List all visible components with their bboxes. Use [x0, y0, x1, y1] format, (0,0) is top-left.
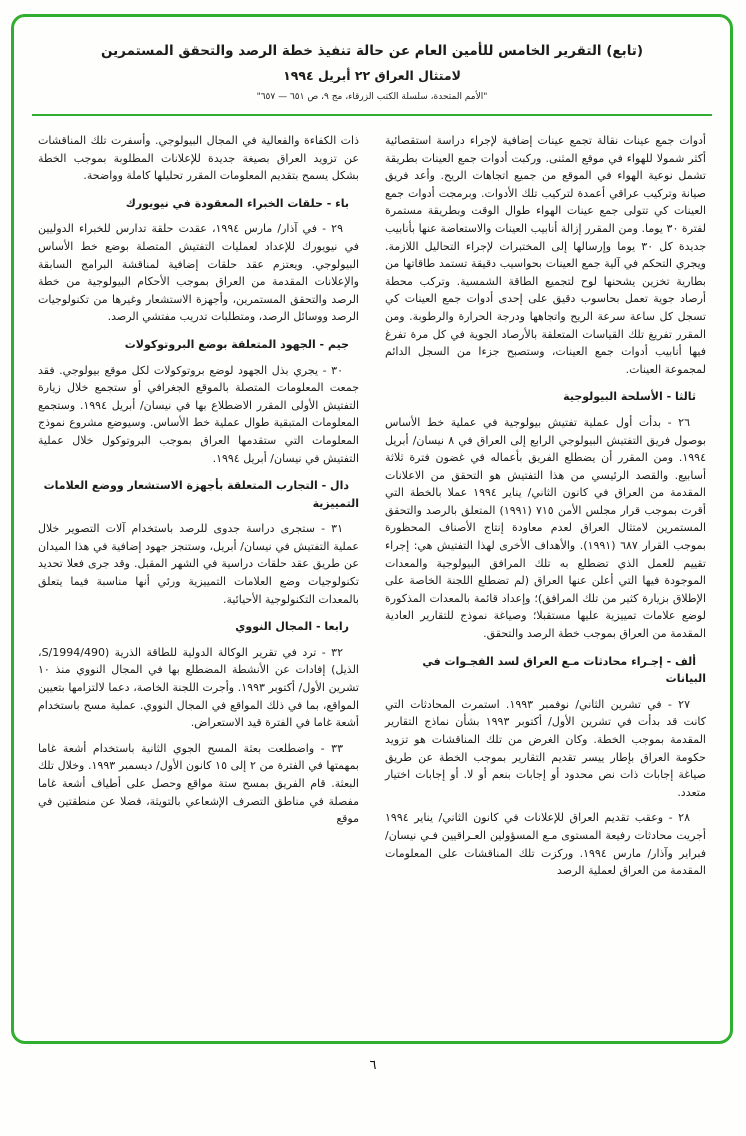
source-line: "الأمم المتحدة، سلسلة الكتب الزرقاء، مج ٩، ص ٦٥١ — ٦٥٧" — [256, 92, 488, 102]
body-paragraph: ٢٦ - بدأت أول عملية تفتيش بيولوجية في عملية خط الأساس بوصول فريق التفتيش البيولوجي الرابع إلى العراق في ٨ نيسان/ أبريل ١٩٩٤. ومن المقرر أن يضطلع الفريق بأعماله في غضون فترة ثلاثة أسابيع. والقصد الرئيسي من هذا التفتيش هو التحقق من الاعلانات المقدمة من العراق في كانون الثاني/ يناير ١٩٩٤ عملا بالخطة التي أقرت بموجب قرار مجلس الأمن ٧١٥ (١٩٩١) المتعلق بالرصد والتحقق المستمرين لامتثال العراق لعدم معاودة إنتاج الأصناف المحظورة بموجب القرار ٦٨٧ (١٩٩١). والأهداف الأخرى لهذا التفتيش هي: إجراء تقييم للعمل الذي تضطلع به تلك المرافق البيولوجية والمعدات الموجودة فيها التي أعلن عنها العراق (لم تضطلع اللجنة الخاصة على الإطلاق بزيارة كثير من تلك المرافق)؛ وإعداد قائمة بالمعدات المذكورة لوضع علامات تمييزية عليها مستقبلا؛ وصياغة نموذج للتقارير العادية المقدمة من العراق بموجب خطة الرصد والتحقق. — [385, 415, 707, 641]
body-paragraph: أدوات جمع عينات نقالة تجمع عينات إضافية لإجراء دراسة استقصائية أكثر شمولا للهواء في موقع المثنى. وركبت أدوات جمع العينات بطريقة تشمل نوعية الهواء في الموقع من جميع اتجاهات الريح. وأعد فريق صيانة وتركيب عراقي أعمدة لتركيب تلك الأدوات. وبرمجت أدوات جمع العينات كي تتولى جمع عينات الهواء طوال الوقت وبطريقة مستمرة لفترة ٣٠ يوما. ومن المقرر إزالة أنابيب العينات والاستعاضة عنها بأنابيب جديدة كل ٣٠ يوما وإرسالها إلى المختبرات لإجراء التحاليل اللازمة. ويجري التحكم في آلية جمع العينات بحواسيب دقيقة تستمد طاقاتها من بطارية تخزين يشحنها لوح لتجميع الطاقة الشمسية. وتركب محطة أرصاد جوية تعمل بحاسوب دقيق على إحدى أدوات جمع العينات كي تسجل كل ساعة سرعة الريح واتجاهها ودرجة الحرارة والرطوبة. ومن المقرر تفريغ تلك القياسات المتعلقة بالأرصاد الجوية في كل مرة تفرغ فيها أنابيب أدوات جمع العينات، وستصبح جزءا من السجل الدائم لمجموعة العينات. — [385, 134, 707, 376]
document-body — [14, 130, 730, 888]
document-header — [14, 43, 730, 102]
body-left-column — [38, 132, 359, 888]
title-line-2: لامتثال العراق ٢٢ أبريل ١٩٩٤ — [283, 68, 461, 83]
body-paragraph: ٣٣ - واضطلعت بعثة المسح الجوي الثانية باستخدام أشعة غاما بمهمتها في الفترة من ٢ إلى ١٥ كانون الأول/ ديسمبر ١٩٩٣. وخلال تلك البعثة. قام الفريق بمسح ستة مواقع وحصل على أطياف أشعة غاما مفصلة في مناطق التصرف الإشعاعي بالتويثة، فضلا عن منطقتين في موقع — [38, 741, 359, 826]
body-paragraph: ٢٩ - في آذار/ مارس ١٩٩٤، عقدت حلقة تدارس للخبراء الدوليين في نيويورك للإعداد لعمليات التفتيش المتصلة بوضع خط الأساس البيولوجي. ويعتزم عقد حلقات إضافية لمناقشة البرامج السابقة والإعلانات المقدمة من العراق بموجب الأحكام البيولوجية من خطة الرصد والتحقق المستمرين، وأجهزة الاستشعار وغيرها من تكنولوجيات الرصد ووسائل الرصد، ومتطلبات تدريب مفتشي الرصد. — [38, 222, 359, 324]
body-paragraph: ٢٨ - وعقب تقديم العراق للإعلانات في كانون الثاني/ يناير ١٩٩٤ أجريت محادثات رفيعة المستوى مـع المسؤولين العـراقيين فـي نيسان/ فبراير وآذار/ مارس ١٩٩٤. وركزت تلك المناقشات على المعلومات المقدمة من العراق لعملية الرصد — [385, 811, 706, 878]
body-paragraph: ٢٧ - في تشرين الثاني/ نوفمبر ١٩٩٣. استمرت المحادثات التي كانت قد بدأت في تشرين الأول/ أكتوبر ١٩٩٣ بشأن نماذج التقارير المقدمة بموجب الخطة. وكان الغرض من تلك المناقشات هو تزويد حكومة العراق بإطار ييسر تقديم التقارير بموجب الخطة عن طريق صياغة إجابات ذات نص محدود أو إجابات بنعم أو لا. أو إجابات اختيار متعدد. — [385, 697, 706, 799]
page-number: ٦ — [369, 1058, 377, 1073]
title-line-1: (تابع) التقرير الخامس للأمين العام عن حالة تنفيذ خطة الرصد والتحقق المستمرين — [100, 43, 644, 59]
section-heading: باء - حلقات الخبراء المعقودة في نيويورك — [125, 196, 349, 210]
section-heading: جيم - الجهود المتعلقة بوضع البروتوكولات — [124, 337, 349, 351]
section-heading: ثالثا - الأسلحة البيولوجية — [563, 390, 696, 404]
body-paragraph: ذات الكفاءة والفعالية في المجال البيولوجي. وأسفرت تلك المناقشات عن تزويد العراق بصيغة جديدة للإعلانات المطلوبة بموجب الخطة بشكل يسمح بتقديم المعلومات المقرر تحليلها كاملة وواضحة. — [38, 134, 359, 183]
body-right-column — [385, 132, 706, 888]
header-divider — [32, 114, 712, 116]
green-border-frame — [11, 14, 733, 1044]
body-paragraph: ٣٠ - يجري بذل الجهود لوضع بروتوكولات لكل موقع بيولوجي. فقد جمعت المعلومات المتصلة بالموقع الجغرافي أو ستجمع خلال زيارة التفتيش الأولى المقرر الاضطلاع بها في نيسان/ أبريل ١٩٩٤. وستجمع المعلومات المتبقية طوال عملية خط الأساس. وسيوضع مشروع نموذج المعلومات التي ستقدمها العراق بموجب البروتوكول خلال عملية التفتيش في نيسان/ أبريل ١٩٩٤. — [38, 363, 359, 465]
section-heading: رابعا - المجال النووي — [235, 620, 349, 634]
section-heading: دال - التجارب المتعلقة بأجهزة الاستشعار ووضع العلامات التمييزية — [43, 479, 359, 510]
body-paragraph: ٣٢ - ترد في تقرير الوكالة الدولية للطاقة الذرية (S/1994/490، الذيل) إفادات عن الأنشطة المضطلع بها في المجال النووي منذ ١٠ تشرين الأول/ أكتوبر ١٩٩٣. وأجرت اللجنة الخاصة، دعما لالتزامها بتعيين المواقع، بما في ذلك المواقع في المجال النووي. عملية مسح باستخدام أشعة غاما في الفترة قيد الاستعراض. — [38, 645, 359, 730]
body-paragraph: ٣١ - ستجرى دراسة جدوى للرصد باستخدام آلات التصوير خلال عملية التفتيش في نيسان/ أبريل، وستنجز جهود إضافية في هذا الميدان عن طريق عقد حلقات دراسية في الشهر المقبل. وقد جرى فعلا تحديد تكنولوجيات وضع العلامات التمييزية ورئي أنها مناسبة فيما يتعلق بالمعدات التكنولوجية الأحيائية. — [38, 522, 359, 606]
section-heading: ألف - إجـراء محادثات مـع العراق لسد الفجـوات في البيانات — [422, 654, 706, 686]
